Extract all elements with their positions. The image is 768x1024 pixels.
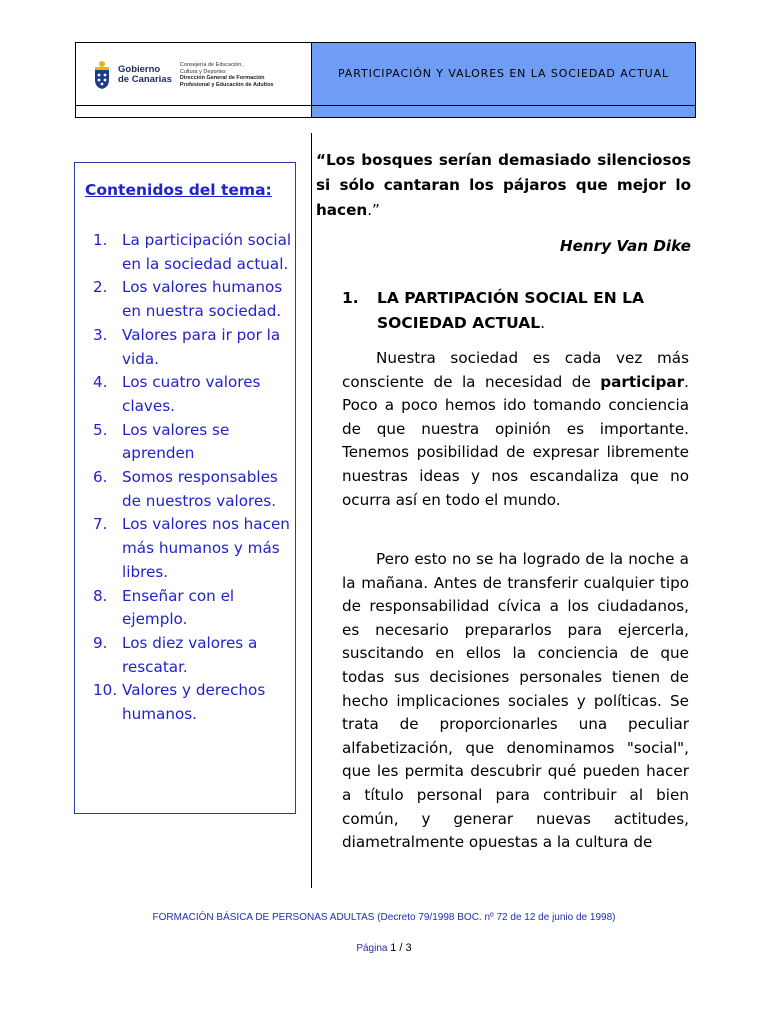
column-divider [311, 133, 312, 888]
list-item: 4. Los cuatro valores claves. [93, 373, 261, 415]
page-header [75, 42, 696, 118]
list-item: 8. Enseñar con el ejemplo. [93, 586, 235, 629]
list-item: 6. Somos responsables de nuestros valores. [93, 468, 278, 510]
list-item: 7. Los valores nos hacen más humanos y más libres. [93, 515, 290, 581]
logo-cell [76, 43, 312, 117]
list-item: 9. Los diez valores a rescatar. [93, 633, 258, 676]
list-item: 10. Valores y derechos humanos. [93, 681, 266, 724]
department-name: Consejería de Educación, Cultura y Deportes Dirección General de Formación Profesional y Educación de Adultos [179, 62, 274, 88]
document-title: PARTICIPACIÓN Y VALORES EN LA SOCIEDAD ACTUAL [337, 66, 670, 80]
paragraph: Nuestra sociedad es cada vez más consciente de la necesidad de participar. Poco a poco hemos ido tomando conciencia de que nuestra opinión es importante. Tenemos posibilidad de expresar libremente nuestras ideas y nos escandaliza que no ocurra así en todo el mundo. [342, 349, 689, 509]
list-item: 2. Los valores humanos en nuestra sociedad. [93, 278, 283, 321]
canarias-coat-of-arms-icon [92, 60, 112, 90]
epigraph-quote: “Los bosques serían demasiado silenciosos si sólo cantaran los pájaros que mejor lo hacen.” [316, 151, 691, 219]
contents-box [74, 162, 296, 814]
contents-list [93, 229, 293, 727]
page-number: Página 1 / 3 [356, 942, 412, 954]
quote-author: Henry Van Dike [559, 237, 691, 255]
header-title-cell [312, 43, 695, 117]
list-item: 5. Los valores se aprenden [93, 420, 230, 463]
main-column [316, 148, 691, 255]
section-heading: 1. LA PARTIPACIÓN SOCIAL EN LA SOCIEDAD ACTUAL. [342, 289, 644, 332]
list-item: 1. La participación social en la sociedad actual. [93, 231, 292, 273]
list-item: 3. Valores para ir por la vida. [93, 325, 281, 368]
footer-decree: FORMACIÓN BÁSICA DE PERSONAS ADULTAS (Decreto 79/1998 BOC. nº 72 de 12 de junio de 1998) [152, 912, 616, 923]
paragraph: Pero esto no se ha logrado de la noche a la mañana. Antes de transferir cualquier tipo de responsabilidad cívica a los ciudadanos, es necesario prepararlos para ejercerla, suscitando en ellos la conciencia de que todas sus decisiones personales tienen de hecho implicaciones sociales y políticas. Se trata de proporcionarles una peculiar alfabetización, que denominamos "social", que les permita descubrir qué pueden hacer a título personal para contribuir al bien común, y generar nuevas actitudes, diametralmente opuestas a la cultura de [342, 550, 689, 852]
contents-heading: Contenidos del tema: [85, 181, 272, 199]
org-name: Gobierno de Canarias [118, 64, 172, 85]
